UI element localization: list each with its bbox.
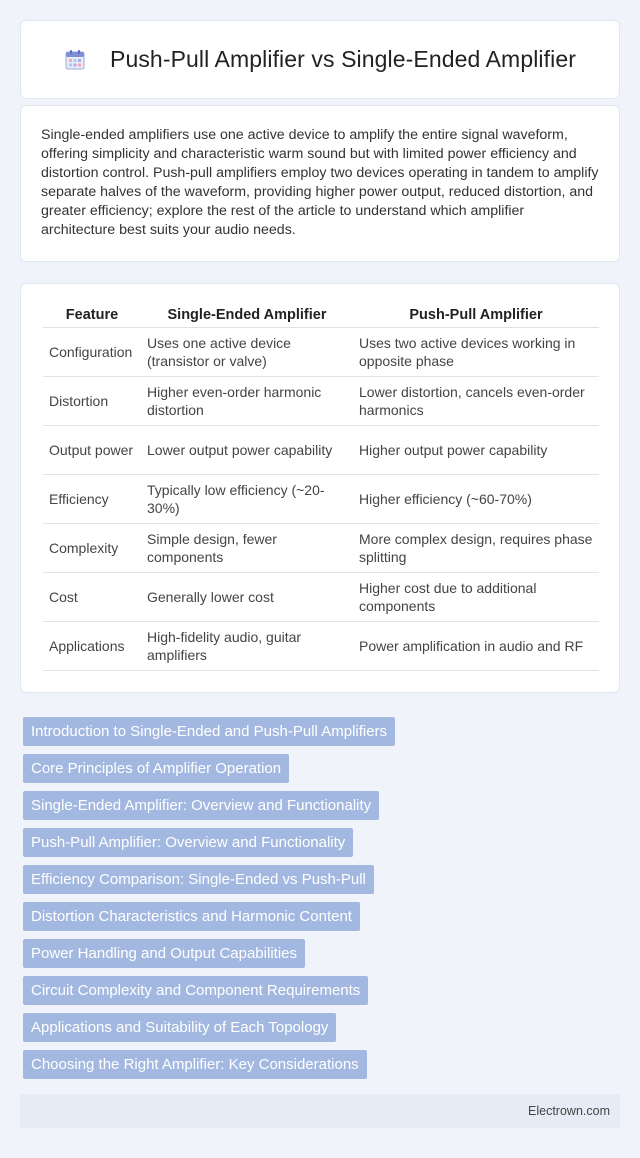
toc-link-push-pull-overview[interactable]: Push-Pull Amplifier: Overview and Functionality <box>23 828 353 857</box>
row-feature: Efficiency <box>43 475 141 524</box>
header-single-ended: Single-Ended Amplifier <box>141 304 353 328</box>
row-feature: Output power <box>43 426 141 475</box>
row-feature: Configuration <box>43 328 141 377</box>
row-single-ended: High-fidelity audio, guitar amplifiers <box>141 622 353 671</box>
comparison-table-card <box>20 283 620 693</box>
table-row <box>43 573 599 622</box>
row-single-ended: Uses one active device (transistor or valve) <box>141 328 353 377</box>
row-push-pull: Higher efficiency (~60-70%) <box>353 475 599 524</box>
comparison-table <box>43 304 599 671</box>
intro-paragraph: Single-ended amplifiers use one active device to amplify the entire signal waveform, offering simplicity and characteristic warm sound but with limited power efficiency and distortion control. Push-pull amplifiers employ two devices operating in tandem to amplify separate halves of the waveform, providing higher power output, reduced distortion, and greater efficiency; explore the rest of the article to understand which amplifier architecture best suits your audio needs. <box>41 127 599 238</box>
table-row <box>43 524 599 573</box>
row-single-ended: Higher even-order harmonic distortion <box>141 377 353 426</box>
header-card <box>20 20 620 99</box>
table-row <box>43 328 599 377</box>
row-push-pull: More complex design, requires phase splitting <box>353 524 599 573</box>
toc-link-choosing[interactable]: Choosing the Right Amplifier: Key Considerations <box>23 1050 367 1079</box>
header-push-pull: Push-Pull Amplifier <box>353 304 599 328</box>
table-row <box>43 377 599 426</box>
footer <box>20 1094 620 1128</box>
toc-link-circuit-complexity[interactable]: Circuit Complexity and Component Requirements <box>23 976 368 1005</box>
table-header-row <box>43 304 599 328</box>
header-feature: Feature <box>43 304 141 328</box>
row-push-pull: Power amplification in audio and RF <box>353 622 599 671</box>
toc-link-efficiency[interactable]: Efficiency Comparison: Single-Ended vs Push-Pull <box>23 865 374 894</box>
table-row <box>43 475 599 524</box>
row-single-ended: Lower output power capability <box>141 426 353 475</box>
toc-link-applications[interactable]: Applications and Suitability of Each Topology <box>23 1013 336 1042</box>
toc-link-core-principles[interactable]: Core Principles of Amplifier Operation <box>23 754 289 783</box>
table-row <box>43 426 599 475</box>
toc-link-power-handling[interactable]: Power Handling and Output Capabilities <box>23 939 305 968</box>
row-feature: Distortion <box>43 377 141 426</box>
toc-link-distortion[interactable]: Distortion Characteristics and Harmonic Content <box>23 902 360 931</box>
row-push-pull: Higher output power capability <box>353 426 599 475</box>
calendar-icon <box>64 49 86 71</box>
intro-card <box>20 105 620 262</box>
row-feature: Cost <box>43 573 141 622</box>
row-feature: Applications <box>43 622 141 671</box>
row-single-ended: Generally lower cost <box>141 573 353 622</box>
row-push-pull: Uses two active devices working in opposite phase <box>353 328 599 377</box>
footer-brand: Electrown.com <box>528 1104 610 1118</box>
row-single-ended: Typically low efficiency (~20-30%) <box>141 475 353 524</box>
toc-link-introduction[interactable]: Introduction to Single-Ended and Push-Pull Amplifiers <box>23 717 395 746</box>
toc-link-single-ended-overview[interactable]: Single-Ended Amplifier: Overview and Functionality <box>23 791 379 820</box>
row-single-ended: Simple design, fewer components <box>141 524 353 573</box>
page-title: Push-Pull Amplifier vs Single-Ended Amplifier <box>110 46 576 72</box>
table-row <box>43 622 599 671</box>
row-push-pull: Lower distortion, cancels even-order harmonics <box>353 377 599 426</box>
row-feature: Complexity <box>43 524 141 573</box>
row-push-pull: Higher cost due to additional components <box>353 573 599 622</box>
